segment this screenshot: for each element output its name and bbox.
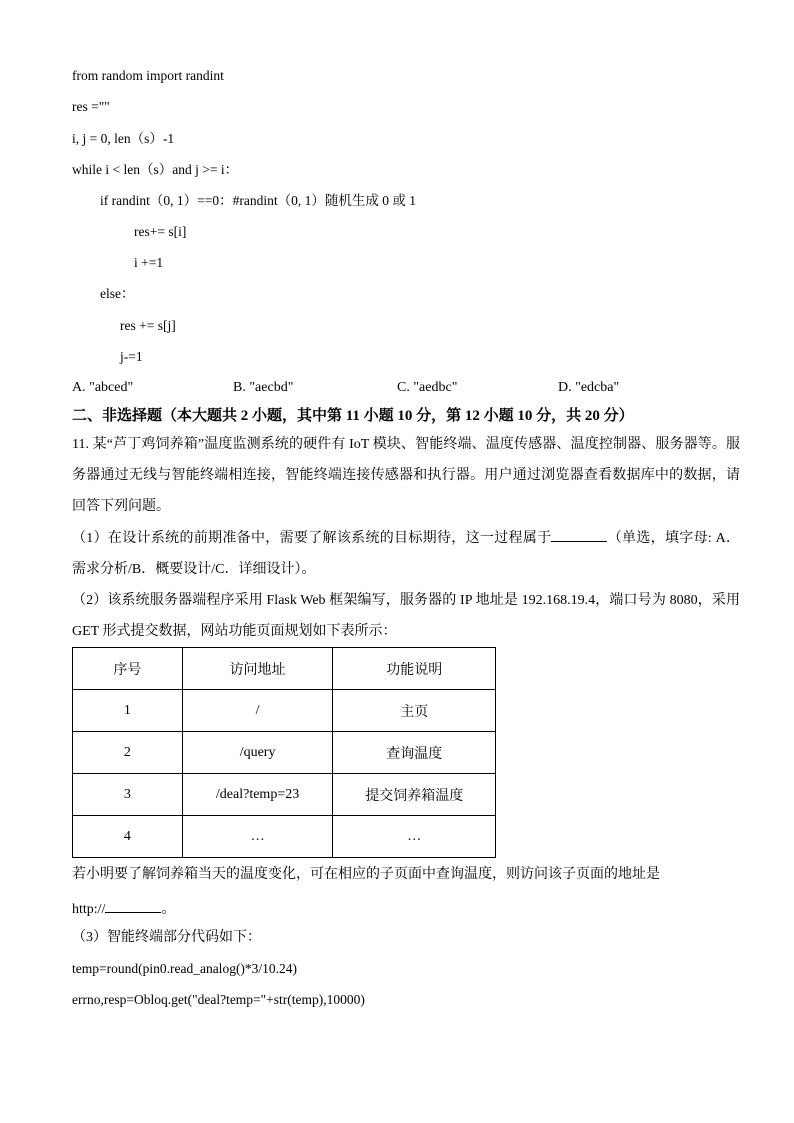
code-line: from random import randint (72, 68, 224, 83)
table-cell: … (182, 816, 333, 858)
url-table (72, 647, 496, 858)
part2-question: 若小明要了解饲养箱当天的温度变化，可在相应的子页面中查询温度，则访问该子页面的地址是 (72, 867, 660, 882)
table-header-row (73, 648, 496, 690)
code-line: res ="" (72, 99, 110, 114)
code-line: j-=1 (120, 349, 143, 364)
table-row (73, 774, 496, 816)
code-line: else： (100, 286, 135, 301)
table-cell: … (333, 816, 496, 858)
code-line: i, j = 0, len（s）-1 (72, 131, 175, 146)
answer-blank[interactable] (551, 527, 607, 542)
code-line: i +=1 (134, 255, 164, 270)
option-b: B. "aecbd" (233, 380, 294, 395)
table-cell: 4 (73, 816, 183, 858)
part2-answer-line (72, 898, 175, 919)
question-11-intro: 11. 某“芦丁鸡饲养箱”温度监测系统的硬件有 IoT 模块、智能终端、温度传感器、温度控制器、服务器等。服务器通过无线与智能终端相连接，智能终端连接传感器和执行器。用户通过浏览器查看数据库中的数据，请回答下列问题。 (72, 437, 740, 514)
part1-text-after: （单选，填字母: A．需求分析/B．概要设计/C．详细设计）。 (72, 531, 741, 577)
table-cell: 查询温度 (333, 732, 496, 774)
table-cell: /query (182, 732, 333, 774)
table-cell: 1 (73, 690, 183, 732)
code-line: if randint（0, 1）==0：#randint（0, 1）随机生成 0 或 1 (100, 193, 416, 208)
question-11-part3: （3）智能终端部分代码如下： (72, 930, 261, 945)
option-a: A. "abced" (72, 380, 134, 395)
option-d: D. "edcba" (558, 380, 620, 395)
table-cell: 2 (73, 732, 183, 774)
section-heading: 二、非选择题（本大题共 2 小题，其中第 11 小题 10 分，第 12 小题 10 分，共 20 分） (72, 408, 634, 424)
question-11-part1 (72, 523, 740, 585)
code-line: errno,resp=Obloq.get("deal?temp="+str(temp),10000) (72, 992, 365, 1007)
table-cell: /deal?temp=23 (182, 774, 333, 816)
table-header: 序号 (73, 648, 183, 690)
option-c: C. "aedbc" (397, 380, 458, 395)
table-row (73, 690, 496, 732)
question-11-part2: （2）该系统服务器端程序采用 Flask Web 框架编写，服务器的 IP 地址是 192.168.19.4，端口号为 8080，采用 GET 形式提交数据，网站功能页面规划如下表所示： (72, 593, 740, 639)
code-line: while i < len（s）and j >= i： (72, 162, 239, 177)
url-prefix: http:// (72, 902, 106, 917)
table-cell: 提交饲养箱温度 (333, 774, 496, 816)
code-line: res+= s[i] (134, 224, 187, 239)
part1-text: （1）在设计系统的前期准备中，需要了解该系统的目标期待，这一过程属于 (72, 531, 552, 546)
table-cell: / (182, 690, 333, 732)
code-line: res += s[j] (120, 318, 176, 333)
table-header: 功能说明 (333, 648, 496, 690)
code-line: temp=round(pin0.read_analog()*3/10.24) (72, 961, 298, 976)
table-row (73, 732, 496, 774)
url-suffix: 。 (161, 902, 176, 917)
table-cell: 3 (73, 774, 183, 816)
table-cell: 主页 (333, 690, 496, 732)
url-answer-blank[interactable] (105, 898, 161, 913)
table-header: 访问地址 (182, 648, 333, 690)
table-row (73, 816, 496, 858)
